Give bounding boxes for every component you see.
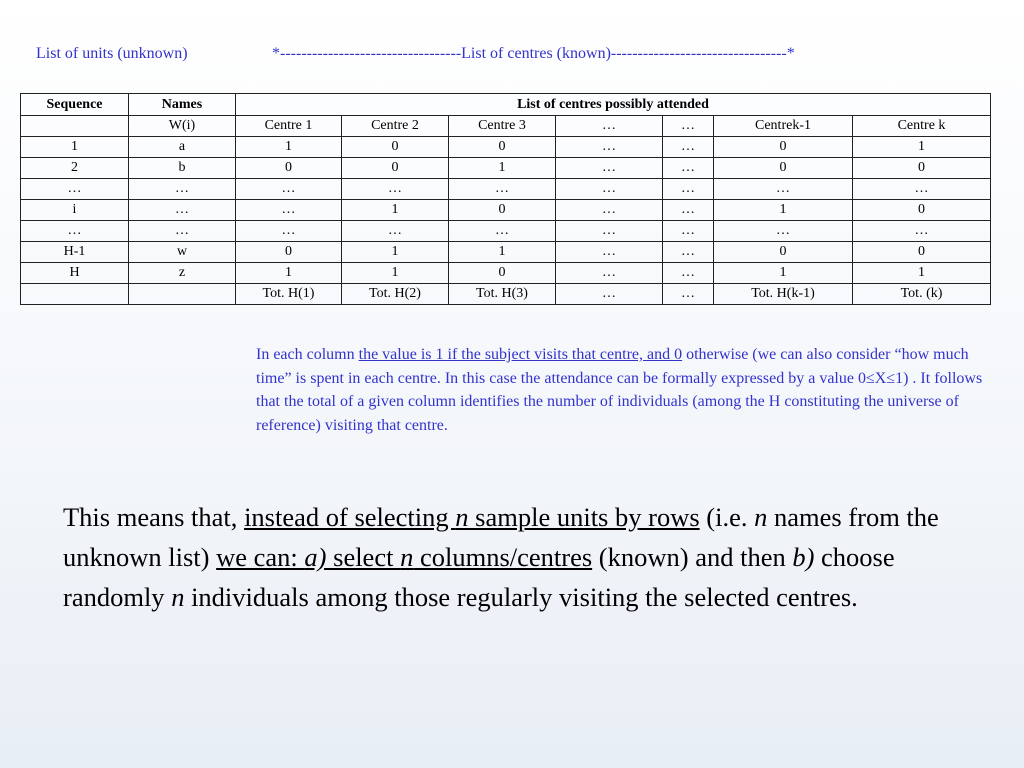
table-cell: … — [342, 221, 449, 242]
table-cell: 1 — [853, 263, 991, 284]
table-cell: 0 — [342, 158, 449, 179]
table-header-row — [21, 94, 991, 116]
main-text: sample units by rows — [468, 502, 700, 532]
table-cell: b — [129, 158, 236, 179]
table-cell: … — [129, 200, 236, 221]
explanation-note — [256, 343, 986, 437]
table-cell: … — [556, 284, 663, 305]
table-cell: … — [236, 221, 342, 242]
main-italic-n: n — [455, 502, 469, 532]
note-text-end: otherwise (we can also consider “how much time” is spent in each centre. In this case the attendance can be formally expressed by a value 0≤X≤1) . It follows that the total of a given column identifies the number of individuals (among the H constituting the universe of reference) visiting that centre. — [256, 346, 983, 434]
main-statement — [63, 497, 983, 617]
main-text: This means that, — [63, 502, 245, 532]
table-cell: 1 — [342, 200, 449, 221]
table-cell: … — [663, 284, 714, 305]
table-cell: … — [449, 221, 556, 242]
table-cell: H-1 — [21, 242, 129, 263]
table-row — [21, 242, 991, 263]
table-cell: … — [663, 116, 714, 137]
table-cell: … — [556, 116, 663, 137]
table-cell: … — [663, 221, 714, 242]
table-cell: Centre 3 — [449, 116, 556, 137]
table-cell: … — [21, 179, 129, 200]
table-cell: … — [556, 221, 663, 242]
table-cell: … — [714, 221, 853, 242]
table-cell: 0 — [714, 137, 853, 158]
table-cell: … — [556, 158, 663, 179]
table-cell: z — [129, 263, 236, 284]
table-cell: … — [663, 263, 714, 284]
attendance-table — [20, 93, 991, 305]
table-cell: W(i) — [129, 116, 236, 137]
table-cell: … — [663, 242, 714, 263]
table-cell — [21, 284, 129, 305]
main-italic-n: n — [400, 542, 414, 572]
table-cell: a — [129, 137, 236, 158]
table-cell: Tot. H(1) — [236, 284, 342, 305]
table-cell: 0 — [853, 158, 991, 179]
table-cell: 0 — [449, 137, 556, 158]
table-row — [21, 221, 991, 242]
table-cell: 1 — [714, 263, 853, 284]
main-text: choose randomly — [63, 542, 895, 612]
unknown-list-label: List of units (unknown) — [36, 45, 188, 62]
table-row — [21, 158, 991, 179]
table-cell: 2 — [21, 158, 129, 179]
table-cell: … — [663, 137, 714, 158]
table-cell: Centre 1 — [236, 116, 342, 137]
table-cell: Tot. (k) — [853, 284, 991, 305]
table-cell: 1 — [21, 137, 129, 158]
table-cell: 0 — [342, 137, 449, 158]
main-text: instead of selecting — [244, 502, 456, 532]
table-cell: 1 — [449, 158, 556, 179]
table-cell: … — [236, 200, 342, 221]
table-cell: 0 — [714, 158, 853, 179]
main-italic-b: b) — [792, 542, 815, 572]
table-cell: … — [556, 200, 663, 221]
table-cell: … — [663, 158, 714, 179]
table-cell: 0 — [449, 263, 556, 284]
table-cell: 1 — [853, 137, 991, 158]
table-cell: … — [449, 179, 556, 200]
table-cell: … — [663, 179, 714, 200]
table-cell: 0 — [853, 242, 991, 263]
table-cell: 1 — [236, 137, 342, 158]
table-cell: 1 — [714, 200, 853, 221]
table-cell: Centrek-1 — [714, 116, 853, 137]
main-underline-1 — [244, 502, 700, 532]
table-row — [21, 263, 991, 284]
table-cell: … — [129, 179, 236, 200]
table-cell: … — [342, 179, 449, 200]
table-cell: … — [663, 200, 714, 221]
table-cell: … — [556, 137, 663, 158]
table-cell — [21, 116, 129, 137]
table-cell: i — [21, 200, 129, 221]
table-cell: 0 — [853, 200, 991, 221]
main-underline-2 — [216, 542, 592, 572]
table-cell: 1 — [236, 263, 342, 284]
main-text: columns/centres — [413, 542, 593, 572]
main-text: we can: — [216, 542, 305, 572]
centres-group-header: List of centres possibly attended — [236, 94, 991, 116]
table-cell: … — [556, 263, 663, 284]
main-text: (known) and then — [592, 542, 793, 572]
table-cell: 0 — [449, 200, 556, 221]
known-list-label: *----------------------------------List of centres (known)---------------------------------* — [272, 45, 795, 62]
table-row — [21, 137, 991, 158]
table-cell: … — [129, 221, 236, 242]
table-cell: … — [236, 179, 342, 200]
main-italic-n: n — [754, 502, 768, 532]
table-cell: 0 — [236, 158, 342, 179]
table-totals-row — [21, 284, 991, 305]
main-italic-n: n — [171, 582, 185, 612]
sequence-header: Sequence — [21, 94, 129, 116]
note-underlined-text: the value is 1 if the subject visits that centre, and 0 — [358, 346, 683, 363]
table-cell: … — [556, 242, 663, 263]
table-cell: 1 — [342, 263, 449, 284]
main-text: select — [326, 542, 401, 572]
table-cell: … — [556, 179, 663, 200]
table-row — [21, 200, 991, 221]
table-cell: Tot. H(3) — [449, 284, 556, 305]
main-text: names from the unknown list) — [63, 502, 939, 572]
note-text-start: In each column — [256, 346, 359, 363]
table-cell: w — [129, 242, 236, 263]
table-cell — [129, 284, 236, 305]
table-cell: Centre 2 — [342, 116, 449, 137]
main-text: individuals among those regularly visiting the selected centres. — [184, 582, 858, 612]
table-cell: … — [853, 179, 991, 200]
table-cell: 1 — [449, 242, 556, 263]
table-subheader-row — [21, 116, 991, 137]
table-row — [21, 179, 991, 200]
table-cell: 1 — [342, 242, 449, 263]
main-italic-a: a) — [304, 542, 327, 572]
main-text: (i.e. — [699, 502, 755, 532]
table-cell: … — [21, 221, 129, 242]
table-cell: Tot. H(k-1) — [714, 284, 853, 305]
table-cell: … — [714, 179, 853, 200]
table-cell: 0 — [714, 242, 853, 263]
names-header: Names — [129, 94, 236, 116]
table-cell: … — [853, 221, 991, 242]
table-cell: H — [21, 263, 129, 284]
table-cell: Centre k — [853, 116, 991, 137]
table-cell: Tot. H(2) — [342, 284, 449, 305]
table-cell: 0 — [236, 242, 342, 263]
